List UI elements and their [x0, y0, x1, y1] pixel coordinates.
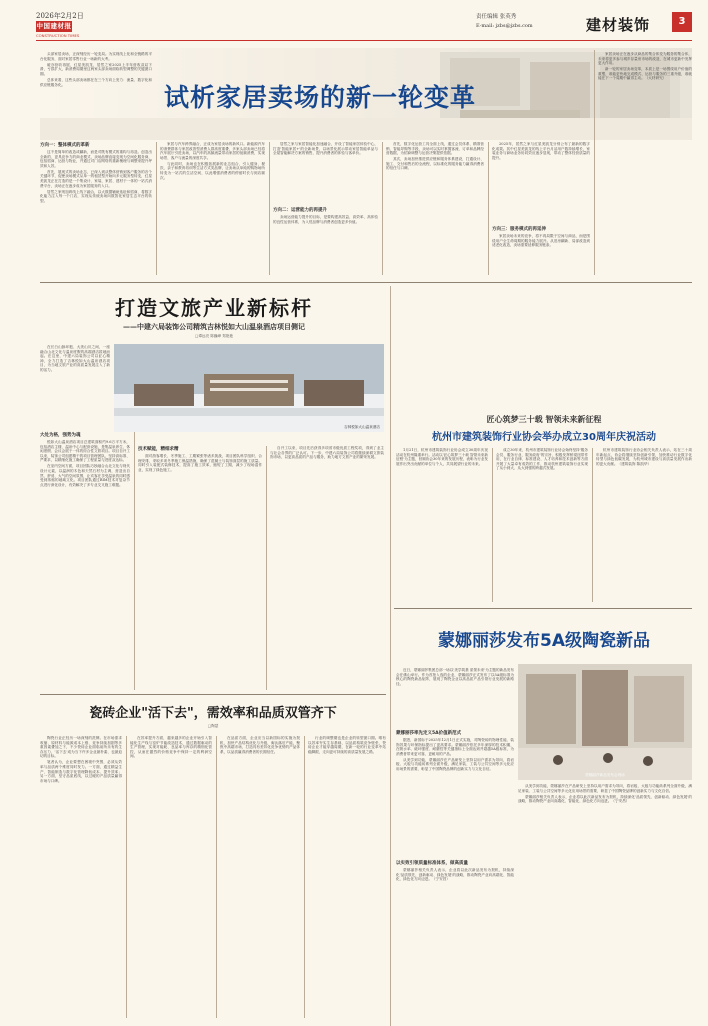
editor-line: 责任编辑 张英秀	[476, 14, 517, 20]
lead-col3a-wrap	[273, 142, 378, 204]
association-col1: 1月21日，杭州市建筑装饰行业协会成立30周年庆祝活动在杭州隆重举行。活动以'匠心筑梦三十载 智领未来新征程'为主题，回顾协会30年来的发展历程，表彰为行业发展作出突出贡献的单位与个人，共同展望行业的未来。	[396, 448, 488, 466]
tile-headline: 瓷砖企业"活下去"，需效率和品质双管齐下	[89, 706, 337, 721]
culture-headline: 打造文旅产业新标杆	[115, 296, 313, 320]
divider	[126, 736, 127, 1018]
divider	[304, 736, 305, 1018]
divider	[269, 142, 270, 275]
culture-col2-wrap	[40, 440, 130, 690]
ceramics-col2-wrap	[396, 738, 514, 858]
association-col3: 杭州市建筑装饰行业协会相关负责人表示，站在三十周年新起点，协会将继续坚持创新引领，加快推动行业数字化转型与绿色低碳发展，为杭州城市建设与高质量发展作出新的更大贡献。（建筑装饰 陈凯华）	[596, 448, 692, 466]
association-kicker: 匠心筑梦三十载 智领未来新征程	[486, 414, 602, 424]
divider	[216, 736, 217, 1018]
ceramics-col1-wrap	[396, 668, 514, 728]
culture-column-4	[270, 446, 384, 690]
culture-subhead-2: 技术赋能，精细求精	[138, 447, 179, 452]
lead-subhead-2: 方向二：运营能力的再提升	[273, 208, 327, 213]
header-rule	[36, 40, 692, 41]
ceramics-col4: 蒙娜丽莎相关负责人表示，企业将以此次新品发布为契机，持续深化'品质领先、创新驱动、绿色发展'的战略，推动陶瓷产业向高端化、智能化、绿色化方向迈进。（宁安昌）	[396, 868, 514, 882]
ceramics-photo	[518, 664, 692, 780]
lead-col6a: 家居卖场正在逐步从商品的集合体变为服务的集合体，未来将更多参与城乡存量房市场的改造，在城市更新中发挥更大作用。	[598, 52, 692, 66]
tile-col2: 笔者认为，企业要想在困境中突围，必须从效率与品质两个维度同时发力。一方面，通过精益生产、智能制造与数字化管理降低成本、提升效率；另一方面，坚守品质底线，以过硬的产品质量赢得市场与口碑。	[40, 760, 122, 783]
culture-col4: 面对游客增长、冬季施工、工期紧张等诸多挑战，项目团队科学组织、合理安排，采取多项冬季施工保温措施，确保了混凝土与装饰面层的施工质量。同时引入装配式装修技术，提高了施工效率，缩短了工期，减少了现场湿作业，实现了绿色施工。	[138, 454, 262, 472]
culture-col4-wrap	[138, 454, 262, 690]
lead-col1d: 首先，展现式的卖场业态，已深入到从整体营销到客户服务的各个关键环节，促使卖场模式从单一的租赁型开始向多元服务型转变，红星美凯龙正在打造的是一个集设计、家装、家居、建材于一体的一站式消费平台，卖场正在逐步成为家居服务的入口。	[40, 169, 152, 188]
lead-col4b: 其次，卖场加快推进供应链和服务体系建设，打通设计、施工、交付和售后的全流程，以标准化的服务能力赢得消费者的信任与口碑。	[386, 157, 484, 171]
paper-logo: 中国建材报	[36, 22, 72, 30]
lead-col3a: 居然之家与家居智能化加速融合，开设了智能家居体验中心，打造'智能家居+'的全新场景，以场景化展示带动家居智能单品与全屋智能解决方案的销售，提升消费者的体验与客单价。	[273, 142, 378, 156]
ceramics-col3: 从美学到功能，蒙娜丽莎在产品研发上坚持以用户需求为导向，将岩板、大板与功能砖系列全面升级，满足家装、工装与公共空间等多元化应用场景的需要，彰显了中国陶瓷品牌的创新实力与文化自信。	[396, 757, 514, 772]
lead-col1a: 破亦营收再展，红星美凯龙，居然之家2025上半年营收双双下滑，亏损扩大，新消费周期里这两家头部卖场面临转型调整的关键窗口期。	[40, 62, 152, 76]
lead-col1-text	[40, 150, 152, 275]
lead-column-3	[273, 142, 378, 275]
tile-col1: 陶瓷行业正经历一场深刻的洗牌。在市场需求收缩、原材料与能源成本上涨、竞争持续加剧等多重因素叠加之下，不少瓷砖企业面临前所未有的生存压力，'活下去'成为当下许多企业最朴素、也最迫切的目标。	[40, 736, 122, 759]
paper-logo-en: CONSTRUCTION TIMES	[36, 33, 80, 38]
lead-col2a: 家居与汽车跨界融合，正成为家居卖场的新风口。新能源汽车的消费群体与家居改善型消费人群高度重叠，多家头部卖场已经将汽车展厅引进卖场，以汽车的高频流量带动家居的低频消费，实现场景、客户与流量的深度共享。	[160, 142, 265, 160]
tile-col4: 在品质方面，企业应当以新国标的实施为契机，加快产品结构优化与升级，淘汰落后产能，聚焦中高端市场，打造具有差异化竞争优势的产品体系，以品质赢得消费者的长期信任。	[220, 736, 300, 754]
divider	[390, 286, 391, 1026]
ceramics-subhead-1: 蒙娜丽莎率先定义5A价值新范式	[396, 731, 462, 736]
culture-col1: 在长白山脉环抱、大美山川之间，一座融合山北文化与温泉度假的高端酒店拔地而起。在这里，中建六局装饰公司以匠心精神，全力打造了吉林悦如大山温泉酒店项目，为当地文旅产业的高质量发展注入了新的活力。	[40, 345, 110, 372]
ceramics-photo-graphic	[518, 664, 692, 780]
lead-col4a: 首先，数字化运营工具全面上线，通过会员体系、精准营销、智能导购等手段，卖场可以实时掌握客流、订单和品牌经营数据，为招商调整与运营决策提供依据。	[386, 142, 484, 156]
ceramics-column-1	[396, 668, 514, 1018]
culture-byline: □谭远亮 陈巍峰 郑艳艳	[194, 334, 234, 338]
page-number: 3	[672, 12, 692, 32]
lead-col1e: 居然之家则加码线上线下融合，以大数据辅助选址和招商，将数字化能力注入每一个门店，实现从传统卖场向数智化家居生态平台的转型。	[40, 189, 152, 203]
ceramics-headline: 蒙娜丽莎发布5A级陶瓷新品	[438, 631, 650, 651]
lead-column-1	[40, 142, 152, 275]
association-column-3	[596, 448, 692, 602]
culture-column-3	[138, 446, 262, 690]
editor-email: E-mail: jzbs@jzbs.com	[476, 23, 533, 29]
ceramics-col2: 据悉，新国标于2025年12月1日正式实施，对陶瓷砖的物理性能、装饰效果与环保指标提出了更高要求。蒙娜丽莎依托多年深厚的技术积累，在吸水率、破坏强度、耐磨性等关键指标上全面达到并超越5A级标准，为消费者带来更可靠、更耐用的产品。	[396, 738, 514, 756]
lead-col1b: 总体来看，这些头部卖场都在在三个方向上发力：流量、数字化和供应链服务化。	[40, 77, 152, 87]
culture-subtitle: ——中建六局装饰公司精筑吉林悦如大山温泉酒店项目侧记	[123, 322, 305, 331]
divider	[134, 432, 135, 690]
ceramics-col4-wrap	[396, 868, 514, 998]
section-title: 建材装饰	[586, 16, 651, 34]
association-column-2	[496, 448, 588, 602]
culture-column-2	[40, 432, 130, 690]
culture-column-1	[40, 345, 110, 429]
masthead	[0, 0, 708, 46]
divider	[156, 142, 157, 275]
lead-col5a-wrap	[492, 142, 590, 224]
tile-column-2	[130, 736, 212, 1018]
divider	[592, 448, 593, 602]
lead-col5c-wrap	[492, 234, 590, 274]
lead-column-2	[160, 142, 265, 275]
association-col2: 成立30年来，杭州市建筑装饰行业协会始终坚持'服务会员、服务行业、服务政府'的宗旨，积极发挥桥梁纽带作用，在行业自律、标准建设、人才培养和技术创新等方面开展了大量卓有成效的工作，推动杭州建筑装饰行业实现了从小到大、从大到强的跨越式发展。	[496, 448, 588, 471]
hotel-photo-graphic	[114, 344, 384, 432]
divider	[488, 142, 489, 275]
lead-col2b: 与此同时，卖场也在积极拓展新的业态组合，引入健身、餐饮、亲子和教育培训等生活方式类品牌，让卖场从单纯的购物场所转变为一站式的生活空间，以此增强消费者的停留时长与到店频次。	[160, 161, 265, 180]
section-divider	[40, 694, 386, 695]
lead-subhead-3: 方向三：服务模式的再延伸	[492, 227, 546, 232]
association-column-1	[396, 448, 488, 602]
hotel-photo	[114, 344, 384, 432]
lead-col3b: 卖场运营能力提升的目标，是要构建高效益、高效率、高体验的良性运营体系，为入驻品牌与消费者创造更多价值。	[273, 215, 378, 224]
section-divider	[40, 282, 692, 283]
lead-col3b-wrap	[273, 215, 378, 271]
divider	[594, 50, 595, 275]
culture-col5: 自开工以来，项目先后获得多项省市级优质工程奖项，得到了业主与社会各界的广泛认可。下一步，中建六局装饰公司将继续深耕文旅装饰市场，以更高品质的产品与服务，助力地方文旅产业的繁荣发展。	[270, 446, 384, 460]
ceramics-col2-extra: 从美学到功能，蒙娜丽莎在产品研发上坚持以用户需求为导向，将岩板、大板与功能砖系列全面升级，满足家装、工装与公共空间等多元化应用场景的需要，彰显了中国陶瓷品牌的创新实力与文化自信。	[518, 784, 692, 793]
divider	[492, 448, 493, 602]
lead-col1c: 这不是简单的改造或翻新，而是对既有模式的重构与再造。创造出全新的、更具竞争力的商业模式，卖场品牌直接变现为空间化服务商，包括招商、运营与物业，并通过对门店网络的重新梳理与调整来提升坪效和人效。	[40, 150, 152, 168]
tile-byline: □陶瑟	[207, 724, 219, 728]
ceramics-column-2	[518, 784, 692, 1018]
ceramics-col4-extra: 蒙娜丽莎相关负责人表示，企业将以此次新品发布为契机，持续深化'品质领先、创新驱动、绿色发展'的战略，推动陶瓷产业向高端化、智能化、绿色化方向迈进。（宁安昌）	[518, 794, 692, 804]
tile-column-1	[40, 736, 122, 1018]
lead-column-6	[598, 52, 692, 275]
lead-headline: 试析家居卖场的新一轮变革	[164, 83, 477, 112]
tile-column-3	[220, 736, 300, 1018]
tile-column-4	[308, 736, 386, 1018]
culture-col2: 悦如大山温泉酒店项目总建筑面积约9.6万平方米，包括酒店主楼、温泉中心与配套设施，是集温泉养生、休闲度假、会议会展于一体的综合性文旅项目。项目自开工以来，装饰公司组建精干的项目管理团队，坚持高标准、严要求，以精细化施工确保了工程质量与进度双达标。	[40, 440, 130, 463]
lead-column-4	[386, 142, 484, 275]
section-divider	[394, 608, 692, 609]
tile-col3: 在效率提升方面，越来越多的企业开始引入智能化生产线与窑炉节能改造技术，通过数据驱动的生产管理，实现对能耗、良品率与库存的精细化管控，从而在激烈的价格竞争中保持一定的利润空间。	[130, 736, 212, 759]
ceramics-col1: 近日，蒙娜丽莎集团总部一场以'美学筑基 质领未来'为主题的新品发布会在佛山举行。作为首批入选的企业，蒙娜丽莎正式发布了以5A级标准为核心的陶瓷新品矩阵，展现了陶瓷企业以高品质产品引领行业发展的新路径。	[396, 668, 514, 686]
hotel-photo-caption: 吉林悦如大山温泉酒店	[344, 425, 380, 429]
tile-col5: 行业的调整期也是企业的转型窗口期。唯有以效率夯实生存基础、以品质构筑竞争壁垒，瓷砖企业才能穿越周期，在新一轮的行业变革中站稳脚跟，走向更可持续的高质量发展之路。	[308, 736, 386, 754]
ceramics-subhead-2: 以实效引领质量标准体系，做高质量	[396, 861, 468, 866]
divider	[266, 446, 267, 690]
culture-subhead-1: 大处为格，强势为魂	[40, 433, 81, 438]
culture-col3: 在室内空间方面，项目团队巧妙融合山北文化与现代设计元素，以温润的木色和天然石材为主调，营造出自然、舒适、大气的空间氛围，让宾客在享受温泉的同时感受到浓郁的地域文化。项目团队通过BIM技术对复杂节点进行深化设计，有效解决了多专业交叉施工难题。	[40, 464, 130, 487]
ceramics-photo-caption: 蒙娜丽莎新品发布会现场	[585, 773, 625, 777]
lead-column-5	[492, 142, 590, 275]
lead-col5a: 2025年，居然之家与红星美凯龙分别公布了最新的数字化成果。其中红星美凯龙的线上平台月活用户数持续增长，家装业务与商场业务协同效应逐步显现，带动了整体经营质量的提升。	[492, 142, 590, 160]
lead-col5c: 家居卖场未来的竞争，将不再局限于空间与商品，而是围绕用户全生命周期的服务能力展开。从旧房翻新、局部改造到适老化改造，卖场需要延伸服务链条。	[492, 234, 590, 248]
lead-intro-text: 头部家居卖场，正深刻经历一轮变局。为实现线上化和全链路的平台化服务，面对家居零售行业一场新的大考。	[40, 52, 152, 61]
divider	[382, 142, 383, 275]
lead-intro	[40, 52, 152, 128]
lead-col6b: 新一轮的家居卖场变革，本质上是一场围绕用户价值的重塑，谁能更快地完成模式、运营与服务的三重升级，谁就能在下一个周期中赢得主动。（大材研究）	[598, 67, 692, 81]
issue-date: 2026年2月2日	[36, 12, 84, 20]
lead-subhead-1: 方向一：整体模式的革新	[40, 143, 90, 148]
association-headline: 杭州市建筑装饰行业协会举办成立30周年庆祝活动	[432, 432, 656, 443]
